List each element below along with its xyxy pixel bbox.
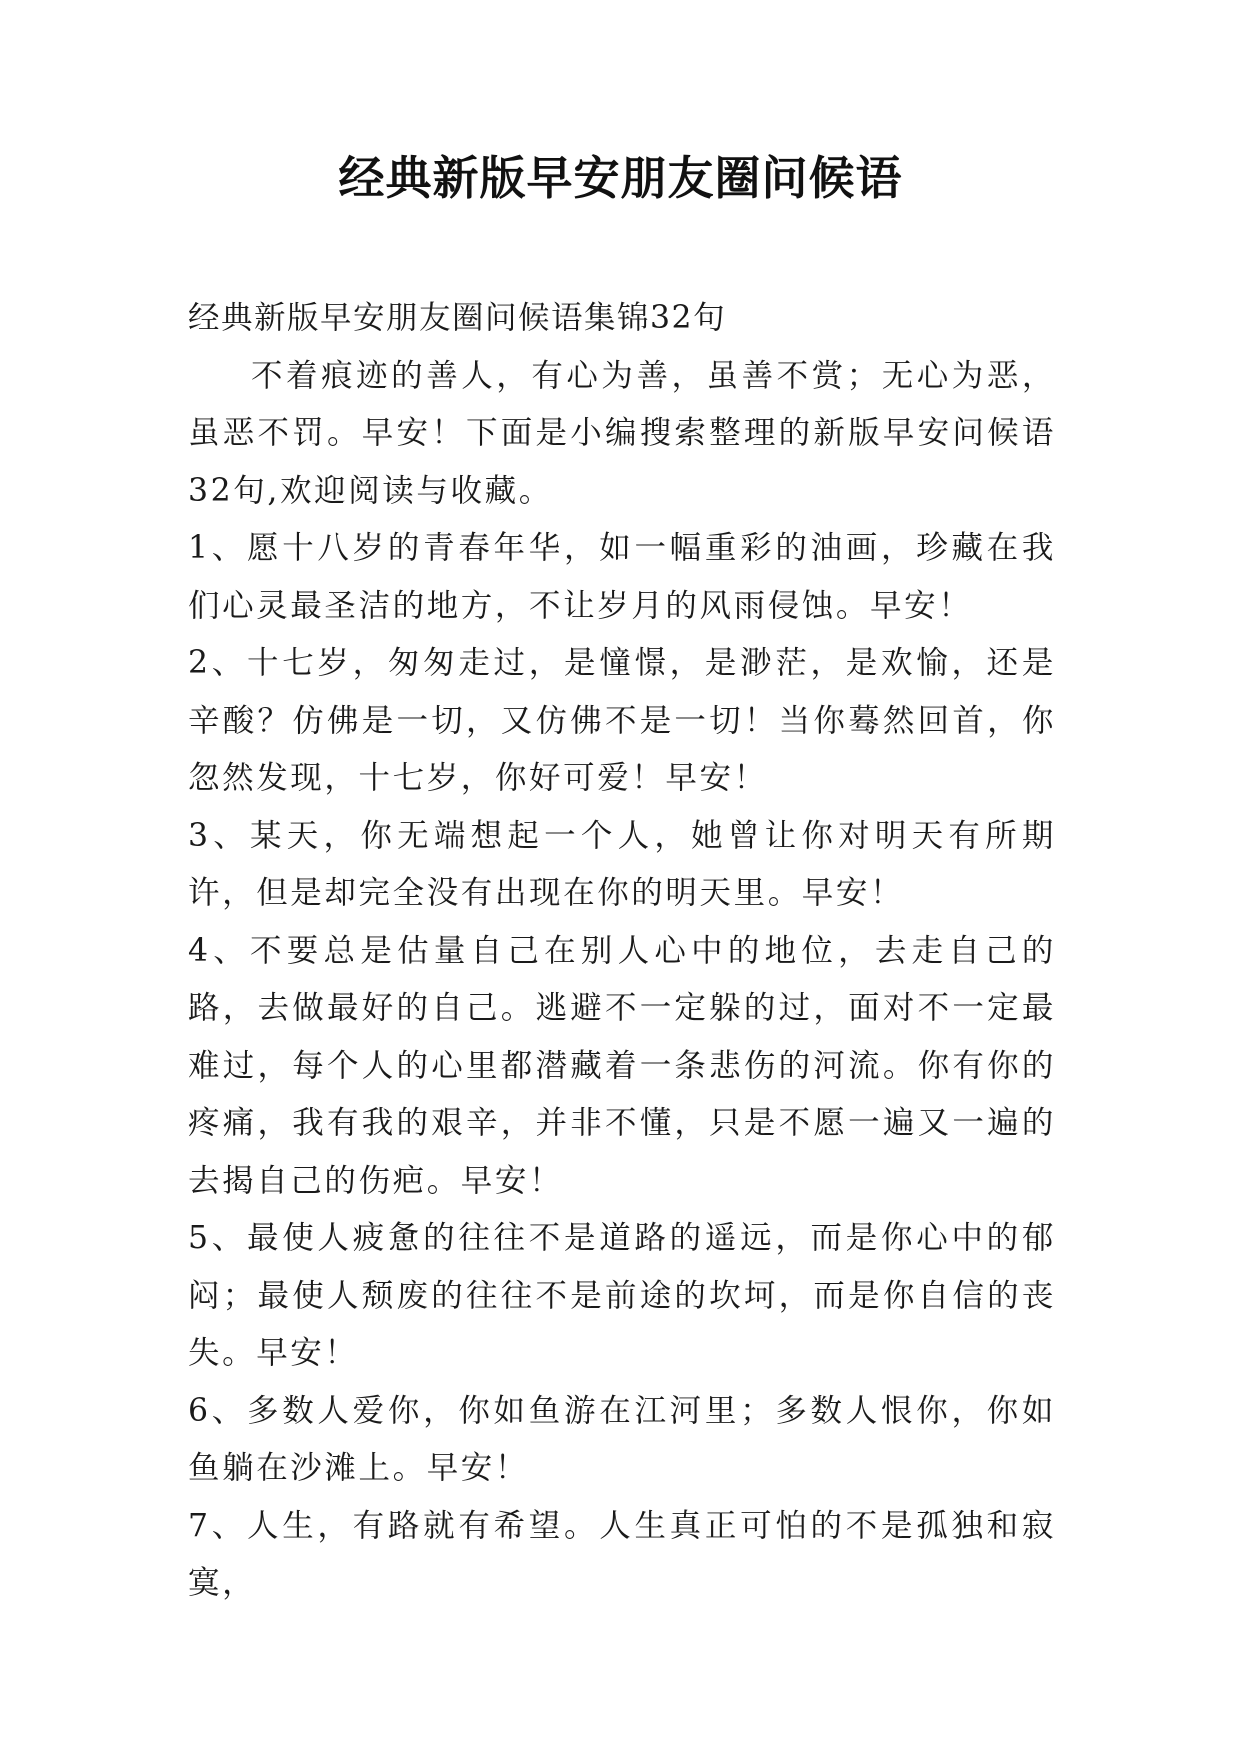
list-item: 4、不要总是估量自己在别人心中的地位，去走自己的路，去做最好的自己。逃避不一定躲的过，面对不一定最难过，每个人的心里都潜藏着一条悲伤的河流。你有你的疼痛，我有我的艰辛，并非不懂，只是不愿一遍又一遍的去揭自己的伤疤。早安！ (188, 932, 1056, 1199)
list-item: 3、某天，你无端想起一个人，她曾让你对明天有所期许，但是却完全没有出现在你的明天里。早安！ (188, 817, 1056, 911)
document-subtitle: 经典新版早安朋友圈问候语集锦32句 (188, 300, 727, 336)
document-title: 经典新版早安朋友圈问候语 (338, 151, 903, 205)
list-item: 6、多数人爱你，你如鱼游在江河里；多数人恨你，你如鱼躺在沙滩上。早安！ (188, 1392, 1056, 1486)
list-item: 2、十七岁，匆匆走过，是憧憬，是渺茫，是欢愉，还是辛酸？仿佛是一切，又仿佛不是一切！当你蓦然回首，你忽然发现，十七岁，你好可爱！早安！ (188, 645, 1056, 796)
list-item: 5、最使人疲惫的往往不是道路的遥远，而是你心中的郁闷；最使人颓废的往往不是前途的坎坷，而是你自信的丧失。早安！ (188, 1220, 1056, 1371)
list-item: 1、愿十八岁的青春年华，如一幅重彩的油画，珍藏在我们心灵最圣洁的地方，不让岁月的风雨侵蚀。早安！ (188, 530, 1056, 624)
document-body (188, 290, 1056, 1613)
intro-paragraph: 不着痕迹的善人，有心为善，虽善不赏；无心为恶，虽恶不罚。早安！下面是小编搜索整理的新版早安问候语32句,欢迎阅读与收藏。 (188, 357, 1056, 509)
list-item: 7、人生，有路就有希望。人生真正可怕的不是孤独和寂寞， (188, 1507, 1056, 1601)
